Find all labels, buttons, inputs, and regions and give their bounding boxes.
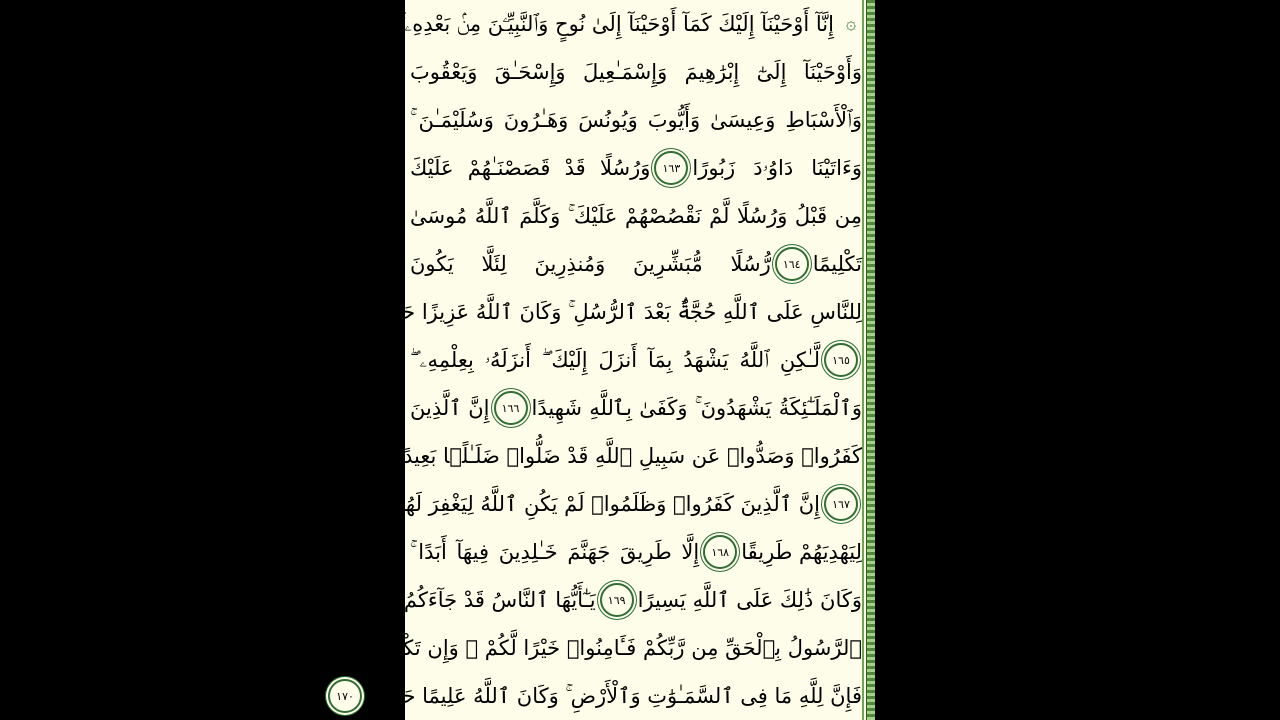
- line-text: وَكَانَ ذَٰلِكَ عَلَى ٱللَّهِ يَسِيرًا: [637, 588, 862, 612]
- line-text: ٱلرَّسُولُ بِٱلْحَقِّ مِن رَّبِّكُمْ فَـَٔامِنُوا۟ خَيْرًا لَّكُمْ ۚ وَإِن تَكْفُرُوا۟: [352, 636, 862, 660]
- line-text: تَكْلِيمًا: [812, 252, 862, 276]
- verse-line-6: [410, 240, 862, 288]
- ayah-number-marker: ١٦٤: [775, 247, 809, 281]
- verse-line-14: [352, 624, 862, 672]
- line-text-continued: لَّـٰكِنِ ٱللَّهُ يَشْهَدُ بِمَآ أَنزَلَ إِلَيْكَ ۖ أَنزَلَهُۥ بِعِلْمِهِۦ ۖ: [410, 348, 820, 372]
- verse-line-10: [397, 432, 862, 480]
- ayah-number-marker: ١٦٩: [600, 583, 634, 617]
- verse-line-3: [410, 96, 862, 144]
- verse-line-2: [410, 48, 862, 96]
- ayah-number-marker: ١٦٧: [824, 487, 858, 521]
- line-text: وَٱلْمَلَـٰٓئِكَةُ يَشْهَدُونَ ۚ وَكَفَىٰ بِٱللَّهِ شَهِيدًا: [531, 396, 862, 420]
- page-border-inner: [862, 0, 864, 720]
- line-text: وَٱلْأَسْبَاطِ وَعِيسَىٰ وَأَيُّوبَ وَيُونُسَ وَهَـٰرُونَ وَسُلَيْمَـٰنَ ۚ: [410, 108, 862, 132]
- line-text: لِلنَّاسِ عَلَى ٱللَّهِ حُجَّةٌۢ بَعْدَ ٱلرُّسُلِ ۚ وَكَانَ ٱللَّهُ عَزِيزًا حَكِيمًا: [365, 300, 862, 324]
- ayah-number-marker: ١٦٨: [703, 535, 737, 569]
- verse-line-9: [410, 384, 862, 432]
- line-text: فَإِنَّ لِلَّهِ مَا فِى ٱلسَّمَـٰوَٰتِ وَٱلْأَرْضِ ۚ وَكَانَ ٱللَّهُ عَلِيمًا حَكِيمًا: [366, 684, 862, 708]
- verse-line-15: [336, 672, 862, 720]
- verse-line-13: [403, 576, 862, 624]
- line-text-continued: وَرُسُلًا قَدْ قَصَصْنَـٰهُمْ عَلَيْكَ: [409, 156, 651, 180]
- verse-line-4: [410, 144, 862, 192]
- ayah-number-marker: ١٧٠: [328, 679, 362, 713]
- ayah-number-marker: ١٦٦: [494, 391, 528, 425]
- line-text: مِن قَبْلُ وَرُسُلًا لَّمْ نَقْصُصْهُمْ عَلَيْكَ ۚ وَكَلَّمَ ٱللَّهُ مُوسَىٰ: [410, 204, 862, 228]
- line-text-continued: يَـٰٓأَيُّهَا ٱلنَّاسُ قَدْ جَآءَكُمُ: [403, 588, 596, 612]
- verse-line-8: [410, 336, 862, 384]
- verse-line-7: [365, 288, 862, 336]
- line-text: لِيَهْدِيَهُمْ طَرِيقًا: [741, 540, 862, 564]
- line-text-continued: رُّسُلًا مُّبَشِّرِينَ وَمُنذِرِينَ لِئَلَّا يَكُونَ: [410, 252, 771, 276]
- verse-line-11: [363, 480, 862, 528]
- ayah-number-marker: ١٦٥: [824, 343, 858, 377]
- rub-el-hizb-icon: ۞: [845, 13, 857, 34]
- line-text-continued: إِنَّ ٱلَّذِينَ كَفَرُوا۟ وَظَلَمُوا۟ لَمْ يَكُنِ ٱللَّهُ لِيَغْفِرَ لَهُمْ وَلَا: [363, 492, 820, 516]
- page-border-ornament: [866, 0, 875, 720]
- line-text-continued: إِنَّ ٱلَّذِينَ: [410, 396, 490, 420]
- line-text: كَفَرُوا۟ وَصَدُّوا۟ عَن سَبِيلِ ٱللَّهِ قَدْ ضَلُّوا۟ ضَلَـٰلًۢا بَعِيدًا: [397, 444, 862, 468]
- ayah-number-marker: ١٦٣: [654, 151, 688, 185]
- line-text: وَأَوْحَيْنَآ إِلَىٰٓ إِبْرَٰهِيمَ وَإِسْمَـٰعِيلَ وَإِسْحَـٰقَ وَيَعْقُوبَ: [410, 60, 862, 84]
- line-text: وَءَاتَيْنَا دَاوُۥدَ زَبُورًا: [692, 156, 862, 180]
- verse-line-5: [410, 192, 862, 240]
- line-text: إِنَّآ أَوْحَيْنَآ إِلَيْكَ كَمَآ أَوْحَيْنَآ إِلَىٰ نُوحٍ وَٱلنَّبِيِّـۧنَ مِنۢ بَعْدِهِۦ ۚ: [399, 12, 834, 36]
- verse-line-1: [399, 0, 862, 48]
- verse-lines: [336, 0, 862, 720]
- verse-line-12: [410, 528, 862, 576]
- line-text-continued: إِلَّا طَرِيقَ جَهَنَّمَ خَـٰلِدِينَ فِيهَآ أَبَدًا ۚ: [410, 540, 700, 564]
